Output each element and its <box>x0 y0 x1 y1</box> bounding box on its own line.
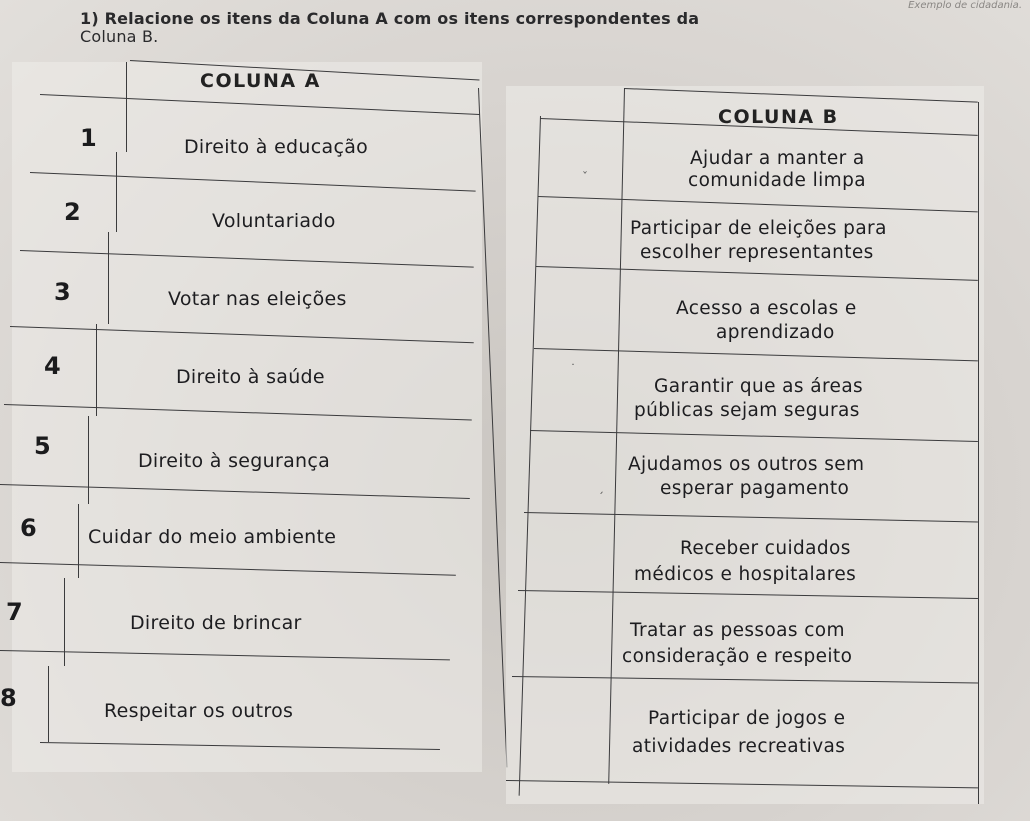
item-text: Direito à saúde <box>176 366 325 388</box>
item-text: Direito à educação <box>184 136 369 158</box>
item-text-line-1: Garantir que as áreas <box>654 376 864 397</box>
item-text: Cuidar do meio ambiente <box>88 526 337 548</box>
item-text-line-1: Participar de eleições para <box>630 218 887 239</box>
item-number: 4 <box>44 352 61 380</box>
item-text: Voluntariado <box>212 210 336 232</box>
item-text-line-2: comunidade limpa <box>688 170 866 191</box>
item-number: 3 <box>54 278 71 306</box>
item-text-line-2: consideração e respeito <box>622 646 853 667</box>
item-number: 5 <box>34 432 51 460</box>
column-b-title: COLUNA B <box>718 106 839 128</box>
item-text-line-2: escolher representantes <box>640 242 874 263</box>
item-text-line-2: médicos e hospitalares <box>634 564 857 585</box>
item-text-line-2: públicas sejam seguras <box>634 400 860 421</box>
item-text: Respeitar os outros <box>104 700 294 722</box>
item-text-line-1: Acesso a escolas e <box>676 298 857 319</box>
item-number: 1 <box>80 124 97 152</box>
item-text-line-2: atividades recreativas <box>632 736 846 757</box>
instruction-line-1: 1) Relacione os itens da Coluna A com os itens correspondentes da <box>80 9 700 28</box>
item-text-line-1: Participar de jogos e <box>648 708 846 729</box>
instruction-text <box>80 10 980 46</box>
item-text-line-2: esperar pagamento <box>660 478 850 499</box>
item-number: 7 <box>6 598 23 626</box>
item-number: 8 <box>0 684 17 712</box>
corner-note: Exemplo de cidadania. <box>908 0 1022 11</box>
item-text-line-1: Tratar as pessoas com <box>630 620 845 641</box>
item-text: Votar nas eleições <box>168 288 347 310</box>
item-text-line-1: Receber cuidados <box>680 538 851 559</box>
item-number: 2 <box>64 198 81 226</box>
item-text-line-1: Ajudar a manter a <box>690 148 865 169</box>
pencil-mark: ˙ <box>570 362 576 376</box>
pencil-mark: ˏ <box>598 480 604 494</box>
item-number: 6 <box>20 514 37 542</box>
item-text-line-2: aprendizado <box>716 322 835 343</box>
instruction-line-2: Coluna B. <box>80 27 159 46</box>
item-text: Direito de brincar <box>130 612 302 634</box>
item-text: Direito à segurança <box>138 450 331 472</box>
column-a-title: COLUNA A <box>200 70 321 92</box>
pencil-mark: ˇ <box>582 170 588 184</box>
item-text-line-1: Ajudamos os outros sem <box>628 454 865 475</box>
